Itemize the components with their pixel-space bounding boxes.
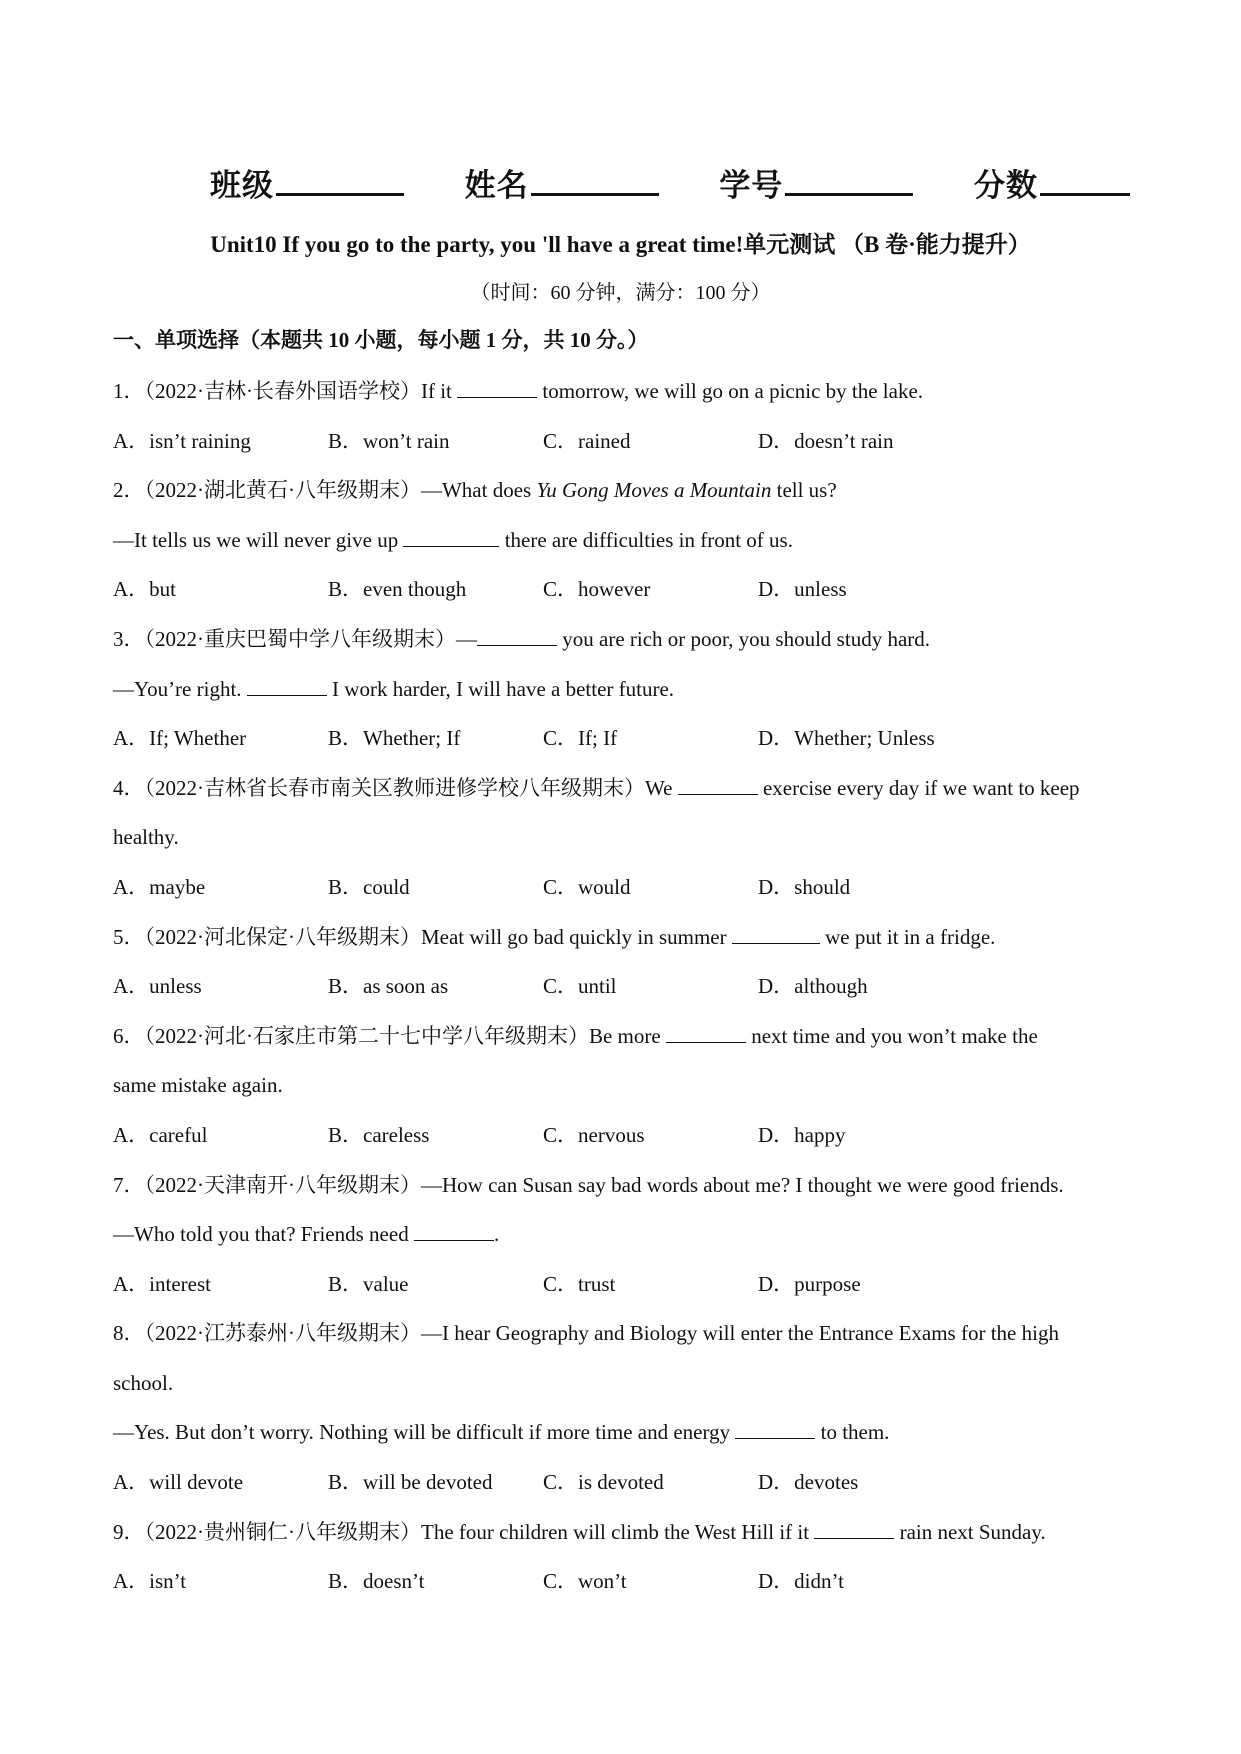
option-a[interactable]: A．If; Whether: [113, 726, 247, 751]
question-1-stem: 1．（2022·吉林·长春外国语学校）If it tomorrow, we will go on a picnic by the lake.: [113, 379, 924, 403]
answer-blank[interactable]: [735, 1420, 815, 1439]
question-6-stem-continued: same mistake again.: [113, 1073, 283, 1098]
student-number-label: 学号: [719, 168, 784, 203]
option-d[interactable]: D．happy: [758, 1122, 846, 1147]
question-4-stem: 4．（2022·吉林省长春市南关区教师进修学校八年级期末）We exercise every day if we want to keep: [113, 775, 1080, 800]
option-c[interactable]: C．however: [543, 577, 651, 602]
option-c[interactable]: C．until: [543, 974, 617, 999]
option-c[interactable]: C．would: [543, 874, 631, 899]
question-2-reply: —It tells us we will never give up there are difficulties in front of us.: [113, 527, 793, 552]
option-b[interactable]: B．will be devoted: [328, 1470, 493, 1495]
option-b[interactable]: B．value: [328, 1271, 409, 1296]
option-a[interactable]: A．will devote: [113, 1470, 244, 1495]
answer-blank[interactable]: [403, 528, 499, 547]
student-info-header: [210, 160, 1130, 205]
option-a[interactable]: A．but: [113, 577, 176, 602]
question-6-options: [113, 1111, 1133, 1161]
answer-blank[interactable]: [477, 627, 557, 646]
score-field: [974, 160, 1130, 205]
option-b[interactable]: B．as soon as: [328, 974, 449, 999]
student-number-blank[interactable]: [785, 167, 913, 196]
question-8-stem-continued: school.: [113, 1370, 174, 1395]
question-9-options: [113, 1557, 1133, 1607]
option-a[interactable]: A．interest: [113, 1271, 211, 1296]
option-c[interactable]: C．nervous: [543, 1122, 645, 1147]
option-d[interactable]: D．devotes: [758, 1470, 859, 1495]
option-c[interactable]: C．trust: [543, 1271, 616, 1296]
page-title: Unit10 If you go to the party, you 'll have a great time!单元测试 （B 卷·能力提升）: [210, 232, 1031, 257]
class-blank[interactable]: [276, 167, 404, 196]
name-field: [465, 160, 659, 205]
option-c[interactable]: C．If; If: [543, 726, 618, 751]
option-d[interactable]: D．should: [758, 874, 851, 899]
answer-blank[interactable]: [666, 1024, 746, 1043]
option-a[interactable]: A．isn’t raining: [113, 428, 251, 453]
option-d[interactable]: D．Whether; Unless: [758, 726, 935, 751]
option-a[interactable]: A．careful: [113, 1122, 208, 1147]
option-b[interactable]: B．even though: [328, 577, 467, 602]
option-a[interactable]: A．unless: [113, 974, 202, 999]
option-a[interactable]: A．maybe: [113, 874, 206, 899]
option-d[interactable]: D．didn’t: [758, 1569, 844, 1594]
option-d[interactable]: D．unless: [758, 577, 847, 602]
answer-blank[interactable]: [414, 1222, 494, 1241]
question-4-stem-continued: healthy.: [113, 825, 179, 850]
option-b[interactable]: B．doesn’t: [328, 1569, 425, 1594]
question-5-options: [113, 962, 1133, 1012]
option-c[interactable]: C．won’t: [543, 1569, 627, 1594]
answer-blank[interactable]: [457, 379, 537, 398]
question-4-options: [113, 863, 1133, 913]
option-c[interactable]: C．rained: [543, 428, 631, 453]
question-7-reply: —Who told you that? Friends need .: [113, 1222, 500, 1247]
option-a[interactable]: A．isn’t: [113, 1569, 187, 1594]
answer-blank[interactable]: [814, 1520, 894, 1539]
option-d[interactable]: D．although: [758, 974, 868, 999]
question-5-stem: 5．（2022·河北保定·八年级期末）Meat will go bad quickly in summer we put it in a fridge.: [113, 924, 996, 949]
option-b[interactable]: B．won’t rain: [328, 428, 450, 453]
question-9-stem: 9．（2022·贵州铜仁·八年级期末）The four children will climb the West Hill if it rain next Sunday.: [113, 1519, 1046, 1544]
option-d[interactable]: D．purpose: [758, 1271, 861, 1296]
answer-blank[interactable]: [678, 776, 758, 795]
question-7-options: [113, 1260, 1133, 1310]
question-2-stem: 2．（2022·湖北黄石·八年级期末）—What does Yu Gong Moves a Mountain tell us?: [113, 478, 837, 503]
class-label: 班级: [210, 168, 274, 203]
exam-duration-note: （时间：60 分钟，满分：100 分）: [470, 282, 771, 304]
option-d[interactable]: D．doesn’t rain: [758, 428, 894, 453]
question-8-stem: 8．（2022·江苏泰州·八年级期末）—I hear Geography and Biology will enter the Entrance Exams for the high: [113, 1321, 1059, 1346]
question-3-stem: 3．（2022·重庆巴蜀中学八年级期末）— you are rich or poor, you should study hard.: [113, 626, 931, 651]
question-3-reply: —You’re right. I work harder, I will have a better future.: [113, 676, 675, 701]
score-blank[interactable]: [1040, 167, 1130, 196]
class-field: [210, 160, 404, 205]
question-1-options: [113, 417, 1133, 467]
name-label: 姓名: [464, 168, 529, 203]
question-6-stem: 6．（2022·河北·石家庄市第二十七中学八年级期末）Be more next time and you won’t make the: [113, 1023, 1038, 1048]
question-list: [113, 367, 1133, 1607]
answer-blank[interactable]: [247, 677, 327, 696]
name-blank[interactable]: [531, 167, 659, 196]
section-heading: 一、单项选择（本题共 10 小题，每小题 1 分，共 10 分。）: [113, 328, 649, 352]
student-number-field: [719, 160, 913, 205]
question-8-options: [113, 1458, 1133, 1508]
question-8-reply: —Yes. But don’t worry. Nothing will be difficult if more time and energy to them.: [113, 1420, 890, 1445]
option-b[interactable]: B．careless: [328, 1122, 430, 1147]
option-b[interactable]: B．Whether; If: [328, 726, 461, 751]
answer-blank[interactable]: [732, 925, 820, 944]
question-7-stem: 7．（2022·天津南开·八年级期末）—How can Susan say bad words about me? I thought we were good friends.: [113, 1172, 1064, 1197]
question-3-options: [113, 714, 1133, 764]
option-b[interactable]: B．could: [328, 874, 410, 899]
question-2-options: [113, 565, 1133, 615]
option-c[interactable]: C．is devoted: [543, 1470, 664, 1495]
score-label: 分数: [973, 168, 1038, 203]
